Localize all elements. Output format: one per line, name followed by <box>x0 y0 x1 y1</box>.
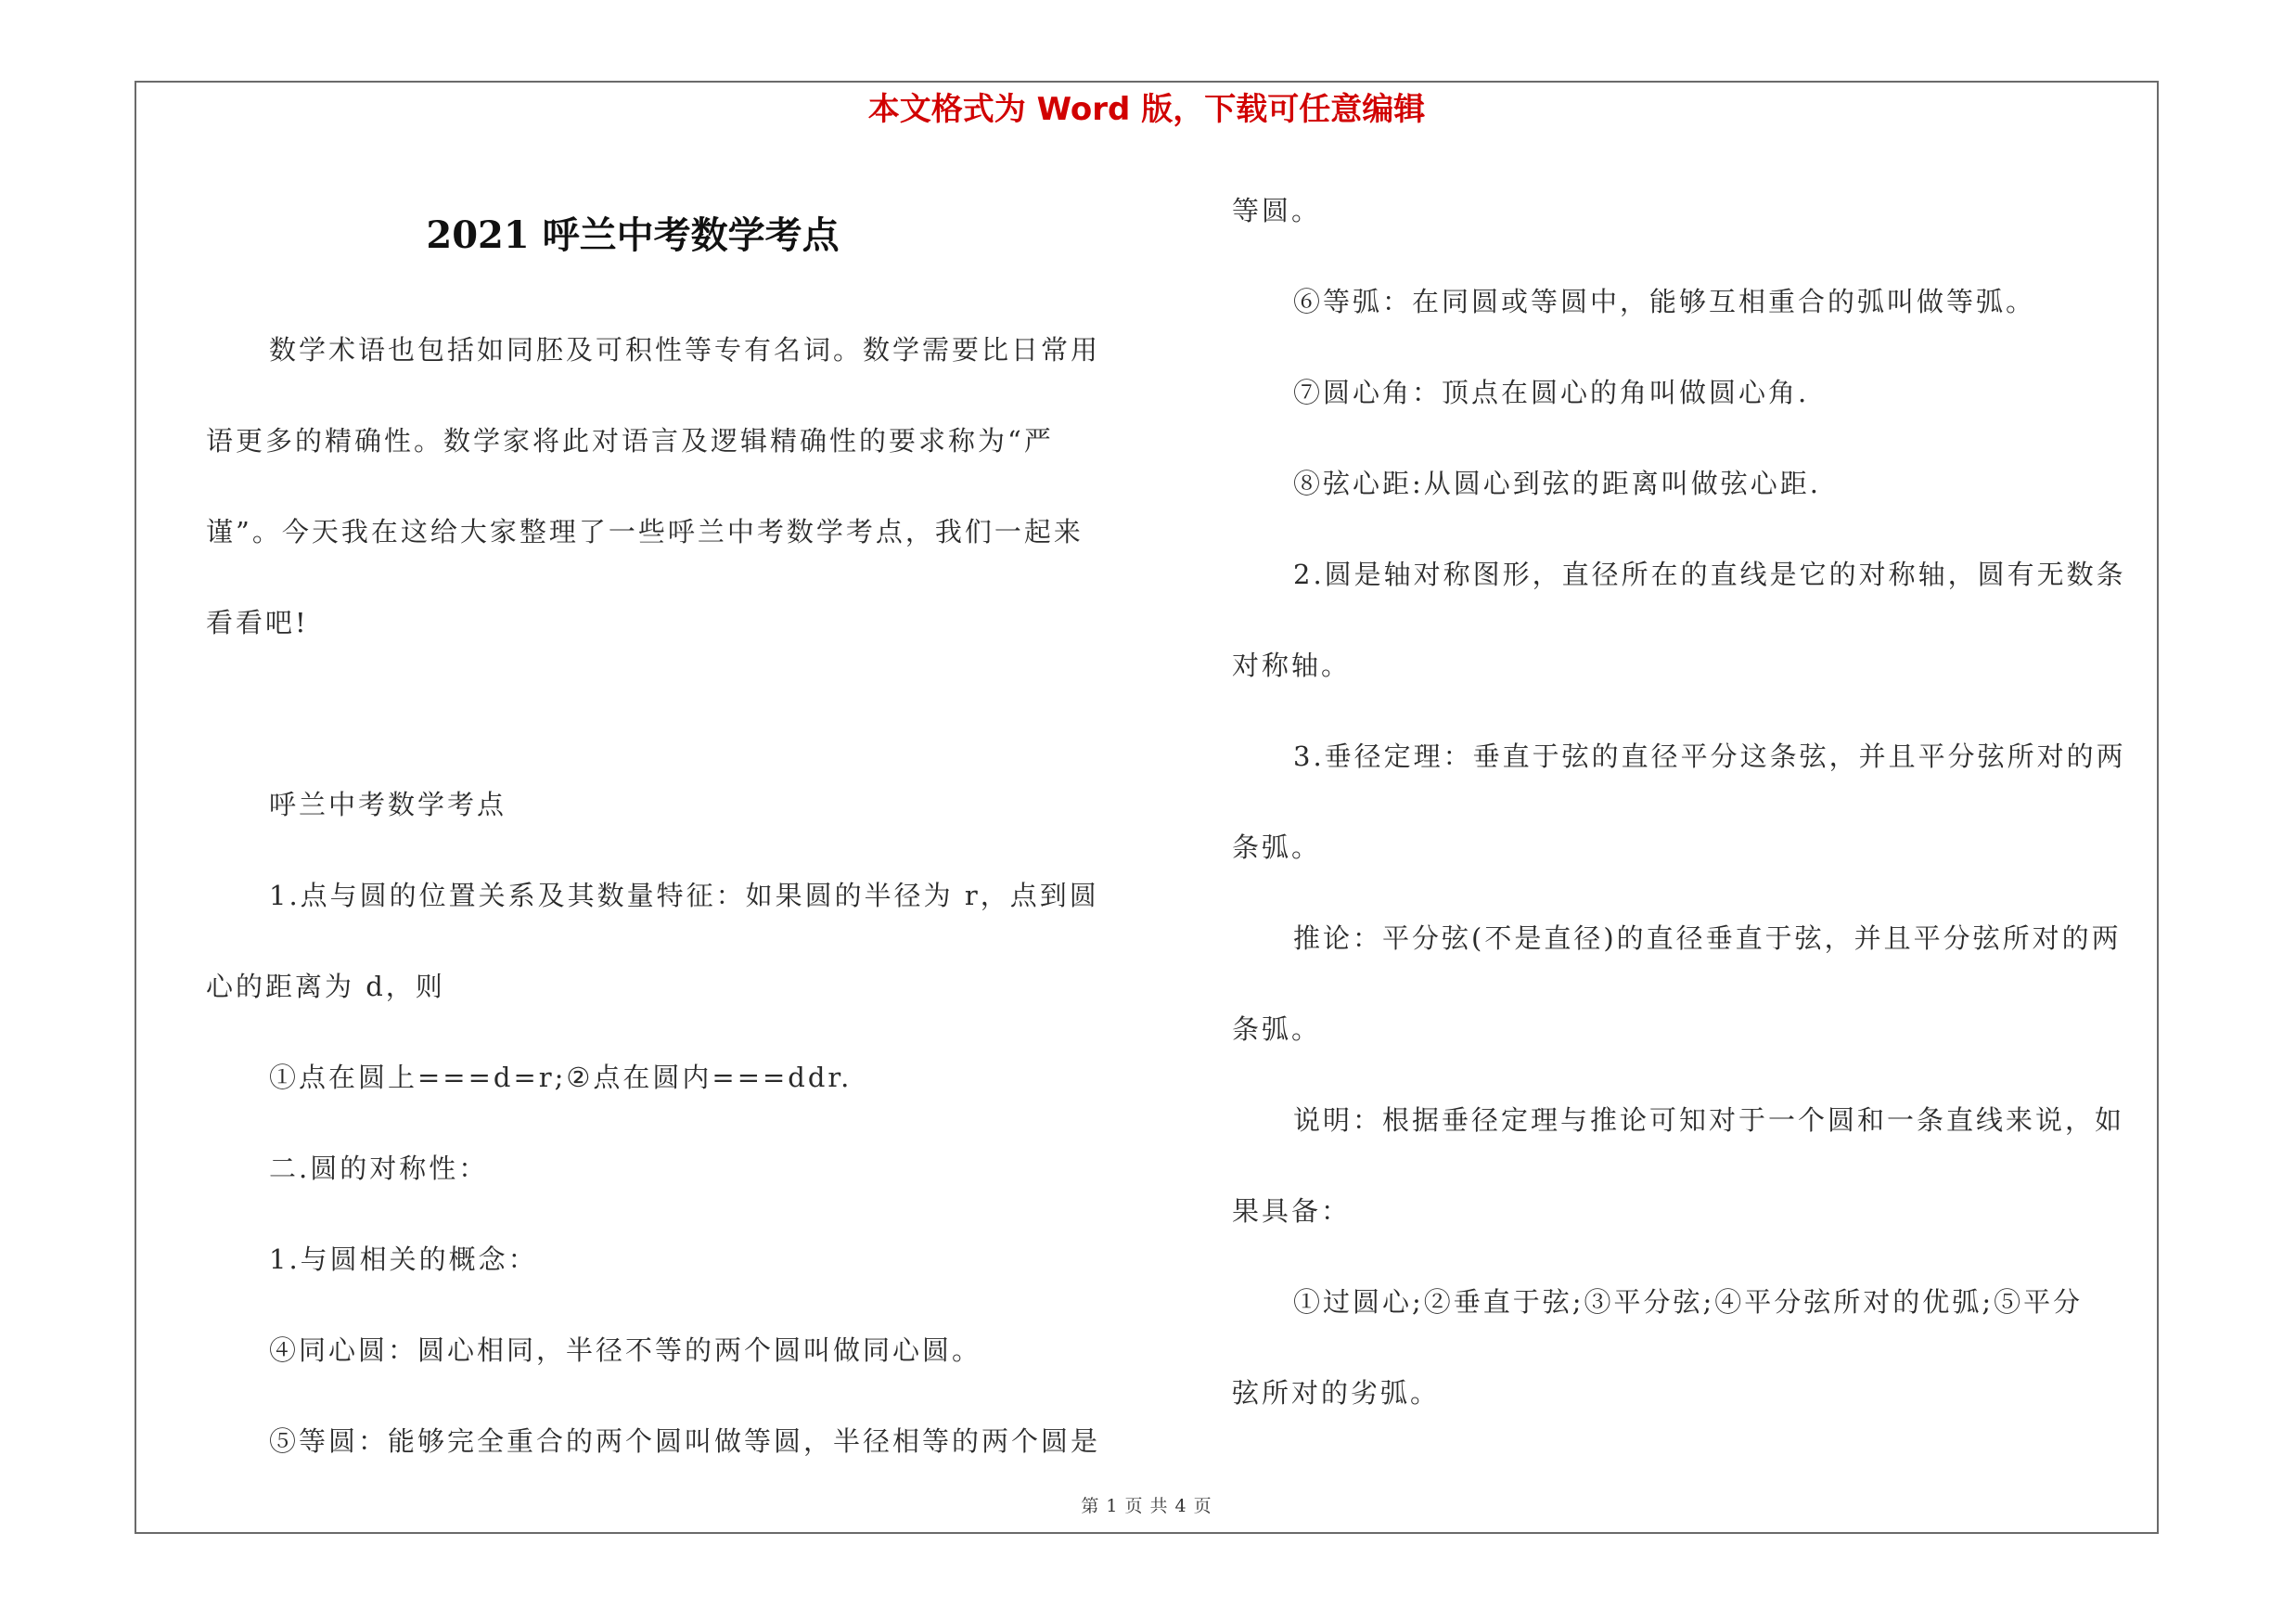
left-paragraph-line: ⑤等圆：能够完全重合的两个圆叫做等圆，半径相等的两个圆是 <box>269 1425 1101 1457</box>
editable-notice-banner: 本文格式为 Word 版，下载可任意编辑 <box>867 91 1426 128</box>
left-paragraph-line: 谨”。今天我在这给大家整理了一些呼兰中考数学考点，我们一起来 <box>206 516 1084 547</box>
left-paragraph-line: 二.圆的对称性： <box>269 1153 489 1184</box>
right-paragraph-line: 等圆。 <box>1232 195 1322 226</box>
right-paragraph-line: ⑥等弧：在同圆或等圆中，能够互相重合的弧叫做等弧。 <box>1293 286 2036 317</box>
left-paragraph-line: 1.与圆相关的概念： <box>269 1243 538 1275</box>
right-paragraph-line: 2.圆是轴对称图形，直径所在的直线是它的对称轴，圆有无数条 <box>1293 559 2126 590</box>
left-paragraph-line: 语更多的精确性。数学家将此对语言及逻辑精确性的要求称为“严 <box>206 425 1054 457</box>
right-paragraph-line: 条弧。 <box>1232 831 1322 863</box>
right-paragraph-line: 对称轴。 <box>1232 650 1352 681</box>
right-paragraph-line: 说明：根据垂径定理与推论可知对于一个圆和一条直线来说，如 <box>1293 1104 2125 1136</box>
left-paragraph-line: ①点在圆上===d=r;②点在圆内===ddr. <box>269 1062 853 1093</box>
right-paragraph-line: ⑦圆心角：顶点在圆心的角叫做圆心角. <box>1293 377 1810 408</box>
right-paragraph-line: ⑧弦心距:从圆心到弦的距离叫做弦心距. <box>1293 468 1821 499</box>
right-paragraph-line: 3.垂径定理：垂直于弦的直径平分这条弦，并且平分弦所对的两 <box>1293 741 2126 772</box>
left-paragraph-line: ④同心圆：圆心相同，半径不等的两个圆叫做同心圆。 <box>269 1334 982 1366</box>
page-number-footer: 第 1 页 共 4 页 <box>1081 1496 1212 1516</box>
document-title: 2021 呼兰中考数学考点 <box>426 213 840 257</box>
right-paragraph-line: 果具备： <box>1232 1195 1352 1227</box>
left-paragraph-line: 看看吧! <box>206 607 309 638</box>
right-paragraph-line: ①过圆心;②垂直于弦;③平分弦;④平分弦所对的优弧;⑤平分 <box>1293 1286 2084 1318</box>
left-paragraph-line: 心的距离为 d，则 <box>206 971 445 1002</box>
section-heading: 呼兰中考数学考点 <box>269 789 507 820</box>
left-paragraph-line: 数学术语也包括如同胚及可积性等专有名词。数学需要比日常用 <box>269 334 1101 366</box>
right-paragraph-line: 推论：平分弦(不是直径)的直径垂直于弦，并且平分弦所对的两 <box>1293 922 2122 954</box>
left-paragraph-line: 1.点与圆的位置关系及其数量特征：如果圆的半径为 r，点到圆 <box>269 880 1099 911</box>
right-paragraph-line: 弦所对的劣弧。 <box>1232 1377 1441 1409</box>
right-paragraph-line: 条弧。 <box>1232 1013 1322 1045</box>
